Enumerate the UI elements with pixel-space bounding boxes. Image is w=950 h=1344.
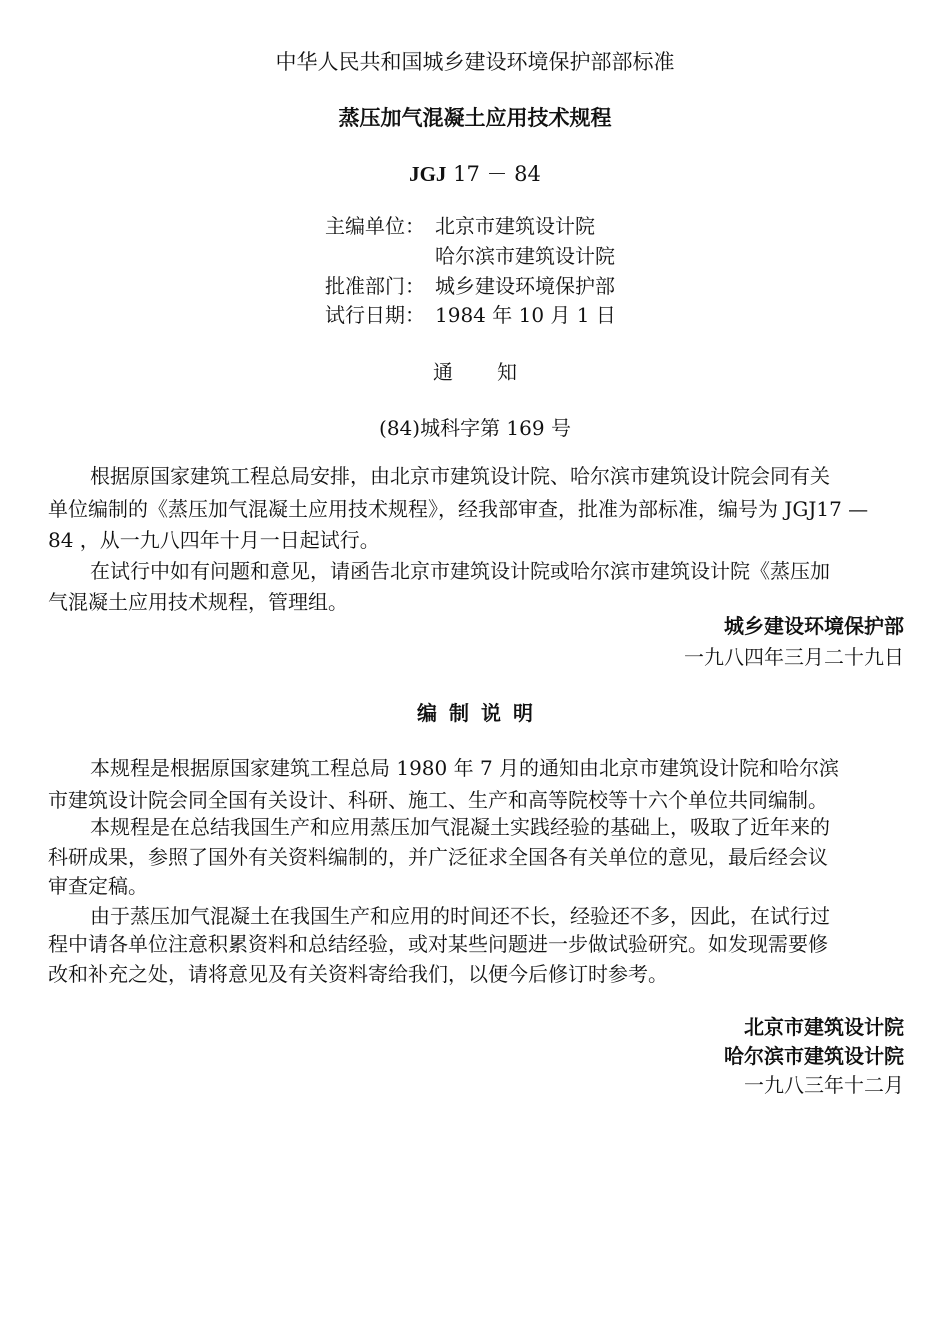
preface-p2-line3: 审查定稿。 [48,874,148,898]
approver-row [325,272,615,300]
notice-p1-line1: 根据原国家建筑工程总局安排，由北京市建筑设计院、哈尔滨市建筑设计院会同有关 [90,464,830,488]
standard-code-prefix: JGJ [409,162,447,186]
preface-p1-line1: 本规程是根据原国家建筑工程总局 1980 年 7 月的通知由北京市建筑设计院和哈尔滨 [90,756,840,780]
notice-p2-line1: 在试行中如有问题和意见，请函告北京市建筑设计院或哈尔滨市建筑设计院《蒸压加 [90,559,830,583]
trial-date: 1984 年 10 月 1 日 [435,303,616,327]
approver: 城乡建设环境保护部 [435,274,615,298]
editor-row-2 [325,242,615,270]
preface-p3-line1: 由于蒸压加气混凝土在我国生产和应用的时间还不长，经验还不多，因此，在试行过 [90,904,830,928]
standard-code-suffix: 17 － 84 [453,162,541,186]
notice-p2-line2: 气混凝土应用技术规程，管理组。 [48,590,348,614]
notice-heading: 通知 [433,360,561,384]
preface-signer-1: 北京市建筑设计院 [744,1015,904,1039]
standard-code [0,158,950,188]
editor-row [325,212,595,240]
editor-label: 主编单位： [325,214,425,238]
trial-row [325,301,616,329]
preface-p3-line2: 程中请各单位注意积累资料和总结经验，或对某些问题进一步做试验研究。如发现需要修 [48,932,828,956]
notice-signer: 城乡建设环境保护部 [724,614,904,638]
preface-signer-2: 哈尔滨市建筑设计院 [724,1044,904,1068]
notice-doc-number: (84)城科字第 169 号 [379,416,571,440]
preface-p1-line2: 市建筑设计院会同全国有关设计、科研、施工、生产和高等院校等十六个单位共同编制。 [48,788,828,812]
preface-p2-line2: 科研成果，参照了国外有关资料编制的，并广泛征求全国各有关单位的意见，最后经会议 [48,845,828,869]
preface-date: 一九八三年十二月 [744,1073,904,1097]
trial-label: 试行日期： [325,303,425,327]
notice-p1-line2: 单位编制的《蒸压加气混凝土应用技术规程》，经我部审查，批准为部标准，编号为 JGJ17 — [48,497,869,521]
approver-label: 批准部门： [325,274,425,298]
notice-date: 一九八四年三月二十九日 [684,645,904,669]
preface-p3-line3: 改和补充之处，请将意见及有关资料寄给我们，以便今后修订时参考。 [48,962,668,986]
document-title: 蒸压加气混凝土应用技术规程 [338,105,612,130]
preface-p2-line1: 本规程是在总结我国生产和应用蒸压加气混凝土实践经验的基础上，吸取了近年来的 [90,815,830,839]
editor-1: 北京市建筑设计院 [435,214,595,238]
editor-2: 哈尔滨市建筑设计院 [435,244,615,268]
notice-p1-line3: 84 ，从一九八四年十月一日起试行。 [48,528,380,552]
standard-line: 中华人民共和国城乡建设环境保护部部标准 [275,50,675,74]
preface-heading: 编制说明 [417,701,545,725]
